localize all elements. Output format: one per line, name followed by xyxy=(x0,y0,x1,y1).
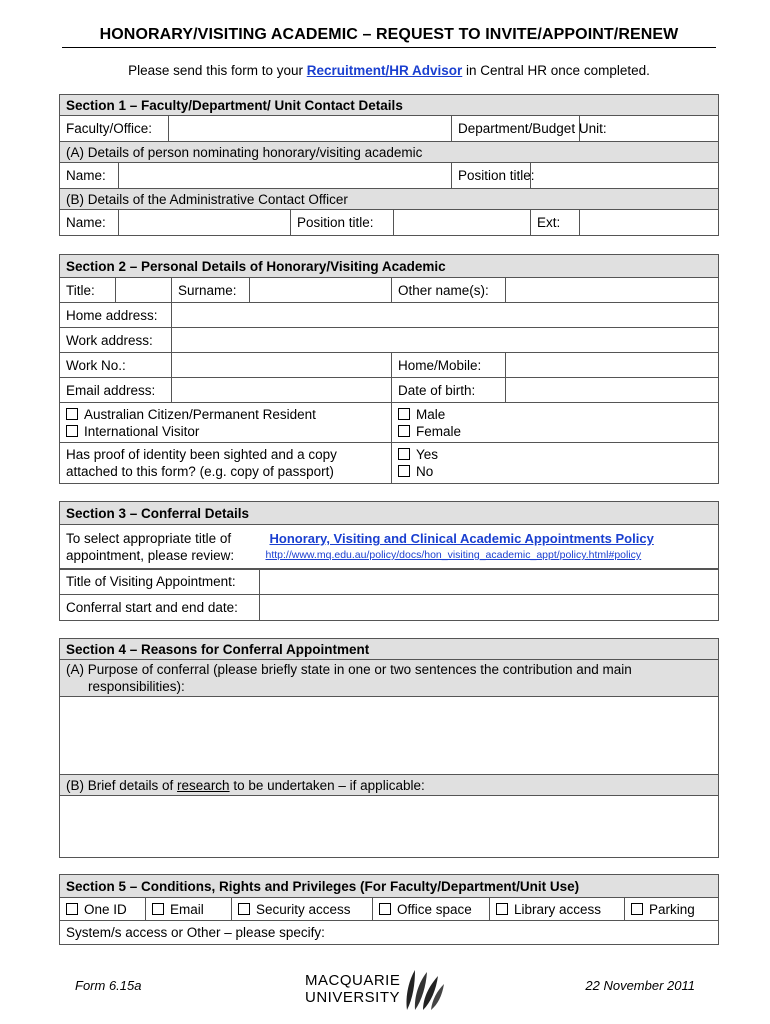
conferral-dates-label: Conferral start and end date: xyxy=(60,595,260,621)
library-access-checkbox[interactable] xyxy=(496,903,508,915)
logo-word-2: UNIVERSITY xyxy=(305,989,401,1006)
yes-checkbox[interactable] xyxy=(398,448,410,460)
section-4-heading: Section 4 – Reasons for Conferral Appointment xyxy=(60,639,719,660)
policy-url-link[interactable]: http://www.mq.edu.au/policy/docs/hon_visiting_academic_appt/policy.html#policy xyxy=(265,549,642,561)
citizen-option[interactable] xyxy=(66,406,385,423)
other-names-field[interactable] xyxy=(506,278,719,303)
female-option[interactable] xyxy=(398,423,712,440)
proof-line-1: Has proof of identity been sighted and a copy xyxy=(66,447,337,462)
work-address-field[interactable] xyxy=(172,328,719,353)
email-label: Email address: xyxy=(60,378,172,403)
section-4 xyxy=(59,638,719,858)
admin-name-label: Name: xyxy=(60,210,119,236)
one-id-option[interactable] xyxy=(60,898,146,921)
title-field[interactable] xyxy=(116,278,172,303)
research-pre: (B) Brief details of xyxy=(66,777,178,793)
section-3-heading: Section 3 – Conferral Details xyxy=(60,502,719,525)
parking-label: Parking xyxy=(649,901,695,917)
email-option[interactable] xyxy=(146,898,232,921)
visiting-title-field[interactable] xyxy=(260,569,719,595)
section-5-heading: Section 5 – Conditions, Rights and Privileges (For Faculty/Department/Unit Use) xyxy=(60,875,719,898)
citizen-checkbox[interactable] xyxy=(66,408,78,420)
ext-label: Ext: xyxy=(531,210,580,236)
section-1 xyxy=(59,94,719,236)
gender-options xyxy=(392,403,719,443)
yes-label: Yes xyxy=(416,447,439,462)
library-access-option[interactable] xyxy=(490,898,625,921)
intl-label: International Visitor xyxy=(84,423,200,439)
title-rule xyxy=(62,47,716,48)
office-space-checkbox[interactable] xyxy=(379,903,391,915)
work-address-label: Work address: xyxy=(60,328,172,353)
proof-question xyxy=(60,443,392,484)
purpose-line-2: responsibilities): xyxy=(88,679,185,694)
conferral-dates-field[interactable] xyxy=(260,595,719,621)
one-id-label: One ID xyxy=(84,901,127,917)
security-access-label: Security access xyxy=(256,901,351,917)
nominator-name-label: Name: xyxy=(60,163,119,189)
select-title-text xyxy=(60,525,260,570)
form-number: Form 6.15a xyxy=(75,978,142,993)
parking-checkbox[interactable] xyxy=(631,903,643,915)
intro-after: in Central HR once completed. xyxy=(462,63,650,78)
library-access-label: Library access xyxy=(514,901,602,917)
title-label: Title: xyxy=(60,278,116,303)
faculty-label: Faculty/Office: xyxy=(60,116,169,142)
one-id-checkbox[interactable] xyxy=(66,903,78,915)
admin-name-field[interactable] xyxy=(119,210,291,236)
research-question xyxy=(60,775,719,796)
section-3 xyxy=(59,501,719,570)
select-line-1: To select appropriate title of xyxy=(66,531,232,546)
female-label: Female xyxy=(416,423,462,439)
office-space-option[interactable] xyxy=(373,898,490,921)
surname-label: Surname: xyxy=(172,278,250,303)
policy-reference xyxy=(260,525,719,570)
admin-contact-subheading: (B) Details of the Administrative Contact Officer xyxy=(60,189,719,210)
home-address-label: Home address: xyxy=(60,303,172,328)
nominator-position-field[interactable] xyxy=(531,163,719,189)
male-option[interactable] xyxy=(398,406,712,423)
parking-option[interactable] xyxy=(625,898,719,921)
female-checkbox[interactable] xyxy=(398,425,410,437)
research-post: to be undertaken – if applicable: xyxy=(229,777,425,793)
admin-position-field[interactable] xyxy=(394,210,531,236)
faculty-field[interactable] xyxy=(169,116,452,142)
form-title: HONORARY/VISITING ACADEMIC – REQUEST TO INVITE/APPOINT/RENEW xyxy=(99,26,679,43)
office-space-label: Office space xyxy=(397,901,472,917)
nominator-position-label: Position title: xyxy=(452,163,531,189)
citizen-label: Australian Citizen/Permanent Resident xyxy=(84,406,316,422)
email-option-label: Email xyxy=(170,901,204,917)
email-checkbox[interactable] xyxy=(152,903,164,915)
dob-field[interactable] xyxy=(506,378,719,403)
university-crest-icon xyxy=(401,966,445,1012)
section-2 xyxy=(59,254,719,484)
surname-field[interactable] xyxy=(250,278,392,303)
department-label: Department/Budget Unit: xyxy=(452,116,580,142)
other-names-label: Other name(s): xyxy=(392,278,506,303)
section-3-fields xyxy=(59,568,719,621)
nominator-name-field[interactable] xyxy=(119,163,452,189)
dob-label: Date of birth: xyxy=(392,378,506,403)
research-field[interactable] xyxy=(60,796,719,858)
no-label: No xyxy=(416,464,434,479)
home-address-field[interactable] xyxy=(172,303,719,328)
security-access-option[interactable] xyxy=(232,898,373,921)
purpose-line-1: (A) Purpose of conferral (please briefly state in one or two sentences the contribution and main xyxy=(66,662,632,677)
purpose-field[interactable] xyxy=(60,697,719,775)
male-label: Male xyxy=(416,406,446,422)
research-link[interactable]: research xyxy=(177,777,230,793)
visiting-title-label: Title of Visiting Appointment: xyxy=(60,569,260,595)
work-no-field[interactable] xyxy=(172,353,392,378)
logo-word-1: MACQUARIE xyxy=(305,972,401,989)
purpose-question xyxy=(60,660,719,697)
intl-checkbox[interactable] xyxy=(66,425,78,437)
work-no-label: Work No.: xyxy=(60,353,172,378)
section-1-heading: Section 1 – Faculty/Department/ Unit Contact Details xyxy=(60,95,719,116)
intl-option[interactable] xyxy=(66,423,385,440)
intro-text xyxy=(62,63,716,78)
residency-options xyxy=(60,403,392,443)
admin-position-label: Position title: xyxy=(291,210,394,236)
home-mobile-field[interactable] xyxy=(506,353,719,378)
email-field[interactable] xyxy=(172,378,392,403)
security-access-checkbox[interactable] xyxy=(238,903,250,915)
section-2-heading: Section 2 – Personal Details of Honorary/Visiting Academic xyxy=(60,255,719,278)
policy-link[interactable]: Honorary, Visiting and Clinical Academic Appointments Policy xyxy=(269,531,654,546)
form-date: 22 November 2011 xyxy=(585,978,695,993)
other-access-label: System/s access or Other – please specify: xyxy=(66,925,325,940)
no-option[interactable] xyxy=(398,463,712,480)
section-5 xyxy=(59,874,719,945)
other-access-field[interactable] xyxy=(60,921,719,945)
home-mobile-label: Home/Mobile: xyxy=(392,353,506,378)
no-checkbox[interactable] xyxy=(398,465,410,477)
hr-advisor-link[interactable]: Recruitment/HR Advisor xyxy=(306,63,463,78)
proof-line-2: attached to this form? (e.g. copy of passport) xyxy=(66,464,334,479)
select-line-2: appointment, please review: xyxy=(66,548,235,563)
yes-option[interactable] xyxy=(398,446,712,463)
proof-options xyxy=(392,443,719,484)
intro-before: Please send this form to your xyxy=(128,63,307,78)
ext-field[interactable] xyxy=(580,210,719,236)
male-checkbox[interactable] xyxy=(398,408,410,420)
nominator-subheading: (A) Details of person nominating honorary/visiting academic xyxy=(60,142,719,163)
